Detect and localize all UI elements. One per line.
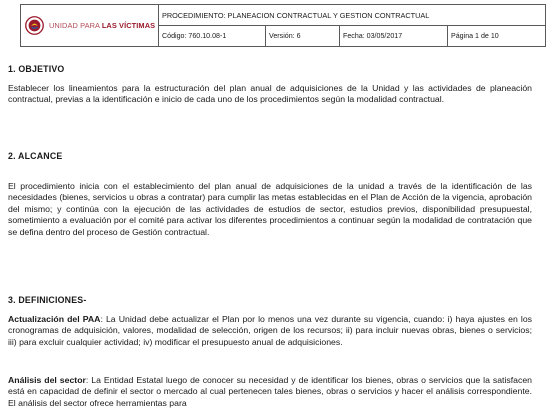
definition-text: : La Entidad Estatal luego de conocer su necesidad y de identificar los bienes, obras o servicios que la satisfacen está en capacidad de definir el sector o mercado al cual pertenecen tales bienes, obras o servicios y hacer el análisis correspondiente. El análisis del sector ofrece herramientas para (8, 375, 532, 408)
page-number: Página 1 de 10 (451, 32, 499, 40)
header-info-cell (159, 5, 545, 46)
definition-term: Actualización del PAA (8, 314, 101, 324)
document-code: Código: 760.10.08-1 (159, 26, 266, 46)
document-date: Fecha: 03/05/2017 (340, 26, 448, 46)
section-title-objetivo: 1. OBJETIVO (8, 64, 65, 74)
logo-wordmark: UNIDAD PARA LAS VÍCTIMAS (49, 21, 156, 30)
document-version: Versión: 6 (266, 26, 340, 46)
logo-cell (21, 5, 159, 46)
definition-actualizacion-paa (8, 314, 532, 348)
definition-text: : La Unidad debe actualizar el Plan por lo menos una vez durante su vigencia, cuando: i) haya ajustes en los cronogramas de adquisición, valores, modalidad de selección, origen de los recursos; ii) para incluir nuevas obras, bienes o servicios; iii) para excluir cualquier actividad; iv) modificar el presupuesto anual de adquisiciones. (8, 314, 532, 347)
document-meta-row (159, 26, 545, 46)
definition-term: Análisis del sector (8, 375, 86, 385)
unidad-victimas-logo-icon (25, 16, 44, 35)
section-title-definiciones: 3. DEFINICIONES- (8, 295, 87, 305)
section-title-alcance: 2. ALCANCE (8, 151, 63, 161)
paragraph-objetivo: Establecer los lineamientos para la estructuración del plan anual de adquisiciones de la Unidad y las actividades de planeación contractual, previas a la identificación e inicio de cada uno de los procedimientos según la modalidad contractual. (8, 83, 532, 105)
definition-analisis-sector (8, 375, 532, 409)
paragraph-alcance: El procedimiento inicia con el establecimiento del plan anual de adquisiciones de la unidad a través de la identificación de las necesidades (bienes, servicios u obras a contratar) para cumplir las metas establecidas en el Plan de Acción de la vigencia, aprobación del mismo; y continúa con la ejecución de las actividades de estudios de sector, estudios previos, disponibilidad presupuestal, sometimiento a evaluación por el comité para activar los diferentes procedimientos a continuar según la modalidad de contratación que se defina dentro del proceso de Gestión contractual. (8, 181, 532, 237)
document-header-table (20, 4, 546, 47)
document-title: PROCEDIMIENTO: PLANEACION CONTRACTUAL Y GESTION CONTRACTUAL (159, 5, 545, 26)
